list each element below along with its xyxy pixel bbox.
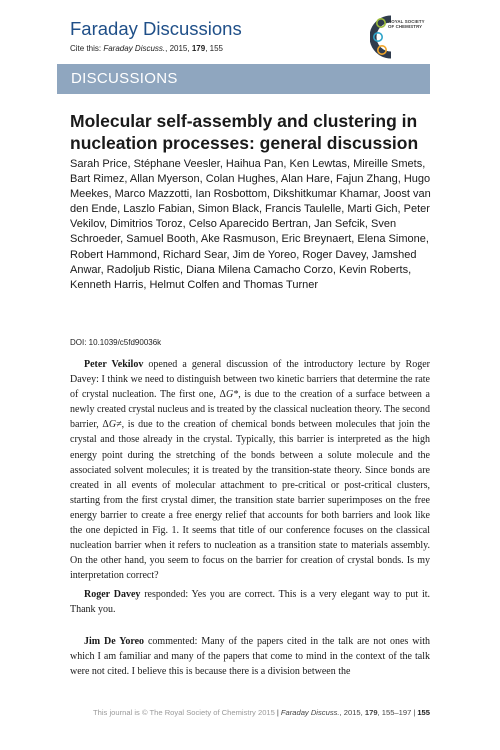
footer-pages: , 155–197	[377, 708, 412, 717]
paragraph-davey	[70, 587, 430, 617]
paragraph-text: commented: Many of the papers cited in the talk are not ones with which I am familiar and many of the papers that come to mind in the context of the talk were not cited. I believe this is because there is a division between the	[70, 636, 430, 678]
cite-volume: 179	[191, 44, 206, 53]
speaker-name: Peter Vekilov	[84, 359, 144, 370]
footer-separator: |	[276, 708, 279, 717]
paragraph-de-yoreo	[70, 634, 430, 679]
banner-label: DISCUSSIONS	[71, 70, 178, 87]
cite-journal: Faraday Discuss.	[103, 44, 166, 53]
paragraph-text: , is due to the creation of a surface between a newly created crystal nucleus and is treated by the classical nucleation theory. The second barrier, Δ	[70, 389, 430, 431]
footer-journal: Faraday Discuss.	[280, 708, 340, 717]
cite-prefix: Cite this:	[70, 44, 104, 53]
journal-title: Faraday Discussions	[70, 18, 242, 39]
footer-separator: |	[413, 708, 416, 717]
paragraph-text: , is due to the creation of chemical bonds between molecules that join the crystal and those already in the crystal. Typically, this barrier is interpreted as the high energy point during the stretching of the bonds between a solute molecule and the associated solvent molecules; it is treated by the transition-state theory. Since bonds are created in all events of molecular attachment to pre-critical or post-critical clusters, starting from the first crystal dimer, the transition state barrier superimposes on the free energy barrier to create a free energy relief that accounts for both barriers and look like the one depicted in Fig. 1. It seems that title of our conference focuses on the classical nucleation barrier when it refers to nucleation as a transition state to materials assembly. On the other hand, you seem to focus on the barrier for creation of crystal bonds. Is my interpretation correct?	[70, 419, 430, 582]
paragraph-text: responded: Yes you are correct. This is a very elegant way to put it. Thank you.	[70, 589, 431, 616]
rsc-logo-text: ROYAL SOCIETY OF CHEMISTRY	[388, 19, 425, 30]
paragraph-text: opened a general discussion of the introductory lecture by Roger Davey: I think we need to distinguish between two kinetic barriers that determine the rate of crystal nucleation. The first one, Δ	[70, 359, 430, 401]
cite-year: , 2015,	[165, 44, 192, 53]
author-list: Sarah Price, Stéphane Veesler, Haihua Pan, Ken Lewtas, Mireille Smets, Bart Rimez, Allan Myerson, Colan Hughes, Alan Hare, Fajun Zhang, Hugo Meekes, Marco Mazzotti, Ian Rosbottom, Dikshitkumar Khamar, Joost van den Ende, Laszlo Fabian, Simon Black, Francis Taulelle, Marti Gich, Peter Vekilov, Dimitrios Toroz, Celso Aparecido Bertran, Jan Sefcik, Sven Schroeder, Samuel Booth, Ake Rasmuson, Eric Breynaert, Elena Simone, Robert Hammond, Richard Sear, Jim de Yoreo, Roger Davey, Jamshed Anwar, Radoljub Ristic, Diana Milena Camacho Corzo, Kevin Roberts, Kenneth Harris, Helmut Colfen and Thomas Turner	[70, 158, 431, 291]
cite-pages: , 155	[205, 44, 223, 53]
citation-line	[70, 44, 223, 53]
section-banner	[57, 64, 430, 94]
page-number: 155	[417, 708, 430, 717]
speaker-name: Jim De Yoreo	[84, 636, 145, 647]
page-footer	[70, 708, 430, 717]
footer-copyright: This journal is © The Royal Society of Chemistry 2015	[92, 708, 275, 717]
math-symbol: G≠	[108, 419, 122, 431]
article-title: Molecular self-assembly and clustering in nucleation processes: general discussion	[70, 111, 419, 153]
paragraph-vekilov	[70, 357, 430, 583]
footer-year: , 2015,	[339, 708, 365, 717]
math-symbol: G*	[225, 389, 239, 401]
footer-volume: 179	[364, 708, 378, 717]
speaker-name: Roger Davey	[84, 589, 141, 600]
doi-link[interactable]: DOI: 10.1039/c5fd90036k	[70, 338, 162, 347]
